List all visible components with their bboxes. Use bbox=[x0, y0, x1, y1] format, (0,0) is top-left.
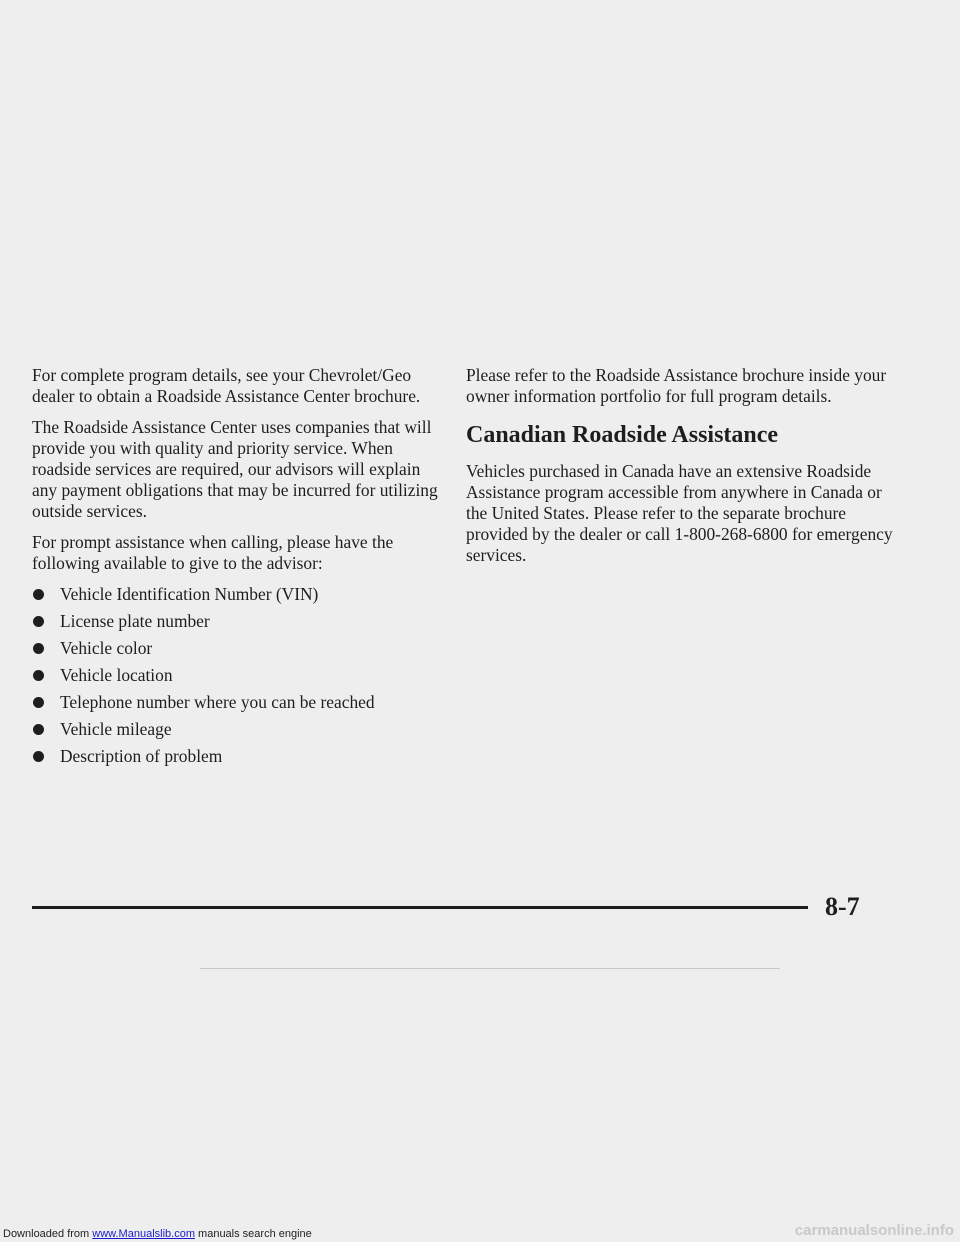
manualslib-link[interactable]: www.Manualslib.com bbox=[92, 1228, 195, 1240]
footer-prefix: Downloaded from bbox=[3, 1228, 93, 1240]
footer-rule bbox=[32, 906, 808, 909]
bullet-icon bbox=[33, 670, 44, 681]
required-info-list bbox=[32, 584, 444, 767]
list-item bbox=[32, 638, 444, 659]
paragraph-canadian-assistance: Vehicles purchased in Canada have an extensive Roadside Assistance program accessible from anywhere in Canada or the United States. Please refer to the separate brochure provided by the dealer or call 1-800-268-6800 for emergency services. bbox=[466, 461, 893, 565]
paragraph-program-details: For complete program details, see your Chevrolet/Geo dealer to obtain a Roadside Assistance Center brochure. bbox=[32, 365, 421, 406]
list-item-text: Vehicle Identification Number (VIN) bbox=[60, 584, 319, 604]
bullet-icon bbox=[33, 616, 44, 627]
list-item bbox=[32, 665, 444, 686]
list-item-text: Vehicle mileage bbox=[60, 719, 172, 739]
bullet-icon bbox=[33, 751, 44, 762]
list-item-text: Telephone number where you can be reached bbox=[60, 692, 375, 712]
list-item bbox=[32, 719, 444, 740]
section-heading: Canadian Roadside Assistance bbox=[466, 422, 779, 448]
paragraph-prompt-assistance: For prompt assistance when calling, please have the following available to give to the advisor: bbox=[32, 532, 394, 573]
paragraph-assistance-center: The Roadside Assistance Center uses companies that will provide you with quality and priority service. When roadside services are required, our advisors will explain any payment obligations that may be incurred for utilizing outside services. bbox=[32, 417, 438, 521]
right-column bbox=[466, 365, 906, 576]
footer-suffix: manuals search engine bbox=[194, 1228, 312, 1240]
list-item-text: Vehicle color bbox=[60, 638, 153, 658]
list-item-text: Description of problem bbox=[60, 746, 223, 766]
list-item bbox=[32, 611, 444, 632]
left-column bbox=[32, 365, 444, 773]
bullet-icon bbox=[33, 724, 44, 735]
watermark: carmanualsonline.info bbox=[794, 1222, 954, 1239]
list-item-text: Vehicle location bbox=[60, 665, 173, 685]
list-item bbox=[32, 746, 444, 767]
bullet-icon bbox=[33, 589, 44, 600]
list-item-text: License plate number bbox=[60, 611, 210, 631]
paragraph-brochure-refer: Please refer to the Roadside Assistance brochure inside your owner information portfolio for full program details. bbox=[466, 365, 887, 406]
download-footer bbox=[3, 1228, 312, 1241]
bullet-icon bbox=[33, 697, 44, 708]
bullet-icon bbox=[33, 643, 44, 654]
list-item bbox=[32, 692, 444, 713]
page-number: 8-7 bbox=[825, 892, 860, 921]
scan-artifact-line bbox=[200, 968, 780, 969]
list-item bbox=[32, 584, 444, 605]
